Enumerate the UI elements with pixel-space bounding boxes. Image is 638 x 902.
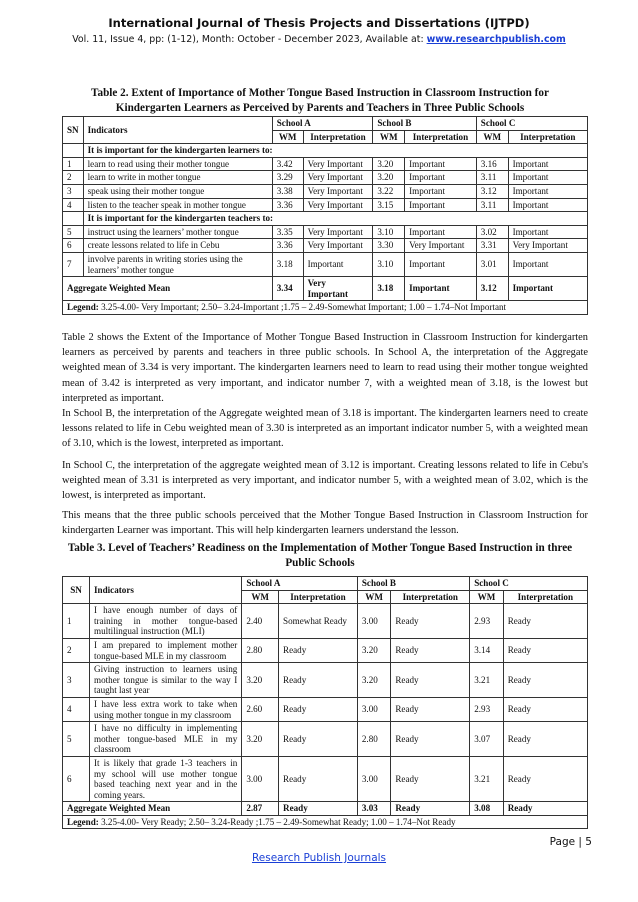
section-teachers: It is important for the kindergarten teachers to:	[83, 212, 587, 226]
row-sn: 4	[63, 697, 90, 721]
indicators-header: Indicators	[83, 117, 272, 144]
row-c-wm: 2.93	[470, 604, 503, 639]
row-c-interp: Ready	[503, 604, 587, 639]
row-b-interp: Ready	[391, 663, 470, 698]
interpretation-header: Interpretation	[279, 590, 358, 604]
row-sn: 6	[63, 239, 84, 253]
section-spacer	[63, 144, 84, 158]
row-a-wm: 2.40	[242, 604, 279, 639]
row-c-wm: 3.12	[476, 184, 508, 198]
row-b-interp: Ready	[391, 697, 470, 721]
row-a-interp: Ready	[279, 722, 358, 757]
school-b-header: School B	[373, 117, 476, 131]
aggregate-c-wm: 3.08	[470, 802, 503, 816]
row-b-interp: Important	[405, 184, 477, 198]
row-a-interp: Ready	[279, 663, 358, 698]
legend-text: 3.25-4.00- Very Ready; 2.50– 3.24-Ready ;1.75 – 2.49-Somewhat Ready; 1.00 – 1.74–Not Ready	[98, 816, 456, 827]
interpretation-header: Interpretation	[391, 590, 470, 604]
table-row	[63, 697, 588, 721]
row-indicator: instruct using the learners’ mother tongue	[83, 225, 272, 239]
row-indicator: learn to read using their mother tongue	[83, 157, 272, 171]
aggregate-a-wm: 3.34	[272, 277, 303, 301]
row-c-interp: Very Important	[508, 239, 587, 253]
row-a-wm: 3.36	[272, 239, 303, 253]
row-indicator: learn to write in mother tongue	[83, 171, 272, 185]
row-c-interp: Important	[508, 184, 587, 198]
row-sn: 1	[63, 157, 84, 171]
row-indicator: involve parents in writing stories using the learners’ mother tongue	[83, 252, 272, 276]
row-a-interp: Very Important	[303, 171, 373, 185]
table-row	[63, 171, 588, 185]
row-sn: 7	[63, 252, 84, 276]
interpretation-header: Interpretation	[405, 130, 477, 144]
row-a-wm: 2.60	[242, 697, 279, 721]
aggregate-a-interp: Ready	[279, 802, 358, 816]
wm-header: WM	[470, 590, 503, 604]
row-a-wm: 3.35	[272, 225, 303, 239]
row-indicator: create lessons related to life in Cebu	[83, 239, 272, 253]
row-b-interp: Ready	[391, 756, 470, 801]
interpretation-header: Interpretation	[508, 130, 587, 144]
row-c-wm: 2.93	[470, 697, 503, 721]
table-row	[63, 722, 588, 757]
table-2	[62, 116, 588, 315]
row-c-wm: 3.11	[476, 198, 508, 212]
row-c-wm: 3.21	[470, 663, 503, 698]
row-c-interp: Important	[508, 225, 587, 239]
school-a-header: School A	[272, 117, 373, 131]
row-a-interp: Important	[303, 252, 373, 276]
publisher-link[interactable]: Research Publish Journals	[251, 852, 387, 864]
issue-info	[0, 34, 638, 45]
row-c-wm: 3.21	[470, 756, 503, 801]
aggregate-c-interp: Ready	[503, 802, 587, 816]
row-b-wm: 3.15	[373, 198, 405, 212]
section-spacer	[63, 212, 84, 226]
school-a-header: School A	[242, 577, 358, 591]
table-row	[63, 184, 588, 198]
row-b-wm: 3.20	[357, 663, 390, 698]
paragraph-2: In School B, the interpretation of the Aggregate weighted mean of 3.18 is important. The kindergarten learners need to create lessons related to life in Cebu weighted mean of 3.30 is interpreted as an important indicator number 5, with a weighted mean of 3.10, which is the lowest, interpreted as important.	[62, 408, 588, 450]
row-a-interp: Ready	[279, 638, 358, 662]
row-b-interp: Important	[405, 157, 477, 171]
row-a-interp: Ready	[279, 756, 358, 801]
row-indicator: I have less extra work to take when using mother tongue in my classroom	[90, 697, 242, 721]
row-a-wm: 3.20	[242, 663, 279, 698]
sn-header: SN	[63, 577, 90, 604]
wm-header: WM	[357, 590, 390, 604]
table2-rows-teachers	[63, 225, 588, 276]
issue-info-text: Vol. 11, Issue 4, pp: (1-12), Month: October - December 2023, Available at:	[72, 34, 427, 45]
aggregate-b-interp: Important	[405, 277, 477, 301]
row-b-interp: Important	[405, 225, 477, 239]
row-b-interp: Very Important	[405, 239, 477, 253]
row-b-wm: 3.22	[373, 184, 405, 198]
table3-caption: Table 3. Level of Teachers’ Readiness on the Implementation of Mother Tongue Based Instruction in three Public Schools	[67, 542, 573, 569]
row-b-wm: 2.80	[357, 722, 390, 757]
row-a-interp: Very Important	[303, 239, 373, 253]
row-c-interp: Ready	[503, 697, 587, 721]
row-sn: 2	[63, 638, 90, 662]
school-b-header: School B	[357, 577, 469, 591]
row-b-wm: 3.20	[373, 157, 405, 171]
row-a-wm: 3.20	[242, 722, 279, 757]
row-c-wm: 3.07	[470, 722, 503, 757]
row-sn: 3	[63, 663, 90, 698]
row-a-interp: Very Important	[303, 198, 373, 212]
table-3	[62, 576, 588, 829]
row-indicator: I am prepared to implement mother tongue-based MLE in my classroom	[90, 638, 242, 662]
paragraph-1: Table 2 shows the Extent of the Importance of Mother Tongue Based Instruction in Classroom Instruction for kindergarten learners as perceived by parents and teachers in three public schools. In School A, the interpretation of the Aggregate weighted mean of 3.34 is very important. The kindergarten learners need to learn to read using their mother tongue weighted mean of 3.42 is interpreted as very important, and indicator number 7, with a weighted mean of 3.18, is the lowest but interpreted as important.	[62, 332, 588, 404]
row-b-interp: Important	[405, 198, 477, 212]
row-b-wm: 3.00	[357, 604, 390, 639]
school-c-header: School C	[470, 577, 588, 591]
row-indicator: Giving instruction to learners using mother tongue is similar to the way I taught last year	[90, 663, 242, 698]
section-learners: It is important for the kindergarten learners to:	[83, 144, 587, 158]
row-c-wm: 3.16	[476, 157, 508, 171]
row-sn: 6	[63, 756, 90, 801]
row-indicator: speak using their mother tongue	[83, 184, 272, 198]
aggregate-a-wm: 2.87	[242, 802, 279, 816]
table-row	[63, 604, 588, 639]
row-a-interp: Somewhat Ready	[279, 604, 358, 639]
row-c-interp: Ready	[503, 756, 587, 801]
interpretation-header: Interpretation	[303, 130, 373, 144]
row-b-interp: Ready	[391, 638, 470, 662]
row-a-wm: 2.80	[242, 638, 279, 662]
aggregate-c-interp: Important	[508, 277, 587, 301]
wm-header: WM	[373, 130, 405, 144]
row-b-wm: 3.00	[357, 697, 390, 721]
row-b-wm: 3.00	[357, 756, 390, 801]
row-c-interp: Important	[508, 252, 587, 276]
school-c-header: School C	[476, 117, 587, 131]
row-sn: 2	[63, 171, 84, 185]
row-a-interp: Very Important	[303, 184, 373, 198]
aggregate-row	[63, 277, 588, 301]
row-indicator: I have no difficulty in implementing mother tongue-based MLE in my classroom	[90, 722, 242, 757]
wm-header: WM	[272, 130, 303, 144]
paragraph-3: In School C, the interpretation of the aggregate weighted mean of 3.12 is important. Creating lessons related to life in Cebu's weighted mean of 3.31 is interpreted as very important, and indicator number 5, with a weighted mean of 3.02, which is the lowest, is interpreted as important.	[62, 460, 588, 502]
row-c-interp: Important	[508, 198, 587, 212]
row-c-wm: 3.02	[476, 225, 508, 239]
row-b-interp: Ready	[391, 722, 470, 757]
page-number: Page | 5	[549, 836, 592, 848]
table-row	[63, 225, 588, 239]
row-c-interp: Important	[508, 157, 587, 171]
row-b-wm: 3.20	[373, 171, 405, 185]
row-c-wm: 3.01	[476, 252, 508, 276]
row-a-wm: 3.38	[272, 184, 303, 198]
row-b-wm: 3.20	[357, 638, 390, 662]
wm-header: WM	[476, 130, 508, 144]
aggregate-c-wm: 3.12	[476, 277, 508, 301]
row-sn: 1	[63, 604, 90, 639]
aggregate-label: Aggregate Weighted Mean	[63, 802, 242, 816]
row-c-wm: 3.14	[470, 638, 503, 662]
row-b-interp: Ready	[391, 604, 470, 639]
row-c-wm: 3.31	[476, 239, 508, 253]
table2-rows-learners	[63, 157, 588, 211]
table-row	[63, 198, 588, 212]
site-link[interactable]: www.researchpublish.com	[426, 34, 566, 45]
table3-legend	[63, 815, 588, 829]
interpretation-header: Interpretation	[503, 590, 587, 604]
row-c-wm: 3.11	[476, 171, 508, 185]
row-a-wm: 3.29	[272, 171, 303, 185]
table-row	[63, 239, 588, 253]
indicators-header: Indicators	[90, 577, 242, 604]
row-b-wm: 3.30	[373, 239, 405, 253]
table2-caption: Table 2. Extent of Importance of Mother Tongue Based Instruction in Classroom Instruction for Kindergarten Learners as Perceived by Parents and Teachers in Three Public Schools	[91, 87, 549, 114]
table3-rows	[63, 604, 588, 802]
row-b-wm: 3.10	[373, 225, 405, 239]
row-c-interp: Ready	[503, 722, 587, 757]
aggregate-row	[63, 802, 588, 816]
aggregate-label: Aggregate Weighted Mean	[63, 277, 273, 301]
row-c-interp: Important	[508, 171, 587, 185]
aggregate-b-wm: 3.03	[357, 802, 390, 816]
row-c-interp: Ready	[503, 638, 587, 662]
row-c-interp: Ready	[503, 663, 587, 698]
legend-label: Legend:	[67, 302, 99, 313]
table2-legend	[63, 301, 588, 315]
row-sn: 4	[63, 198, 84, 212]
row-sn: 5	[63, 722, 90, 757]
row-sn: 3	[63, 184, 84, 198]
sn-header: SN	[63, 117, 84, 144]
aggregate-b-wm: 3.18	[373, 277, 405, 301]
journal-title: International Journal of Thesis Projects and Dissertations (IJTPD)	[108, 16, 530, 30]
row-b-interp: Important	[405, 252, 477, 276]
legend-text: 3.25-4.00- Very Important; 2.50– 3.24-Important ;1.75 – 2.49-Somewhat Important; 1.00 – 1.74–Not Important	[98, 302, 507, 313]
row-a-wm: 3.00	[242, 756, 279, 801]
wm-header: WM	[242, 590, 279, 604]
row-a-interp: Ready	[279, 697, 358, 721]
row-a-interp: Very Important	[303, 225, 373, 239]
row-indicator: It is likely that grade 1-3 teachers in my school will use mother tongue based teaching next year and in the coming years.	[90, 756, 242, 801]
table-row	[63, 663, 588, 698]
table-row	[63, 252, 588, 276]
row-indicator: listen to the teacher speak in mother tongue	[83, 198, 272, 212]
row-a-interp: Very Important	[303, 157, 373, 171]
table-row	[63, 638, 588, 662]
row-b-wm: 3.10	[373, 252, 405, 276]
row-a-wm: 3.42	[272, 157, 303, 171]
table-row	[63, 756, 588, 801]
legend-label: Legend:	[67, 816, 99, 827]
paragraph-4: This means that the three public schools perceived that the Mother Tongue Based Instruction in Classroom Instruction for kindergarten Learner was important. This will help kindergarten learners understand the lesson.	[62, 510, 588, 537]
row-a-wm: 3.36	[272, 198, 303, 212]
row-b-interp: Important	[405, 171, 477, 185]
row-sn: 5	[63, 225, 84, 239]
aggregate-b-interp: Ready	[391, 802, 470, 816]
row-indicator: I have enough number of days of training in mother tongue-based multilingual instruction (MLI)	[90, 604, 242, 639]
table-row	[63, 157, 588, 171]
row-a-wm: 3.18	[272, 252, 303, 276]
aggregate-a-interp: Very Important	[303, 277, 373, 301]
